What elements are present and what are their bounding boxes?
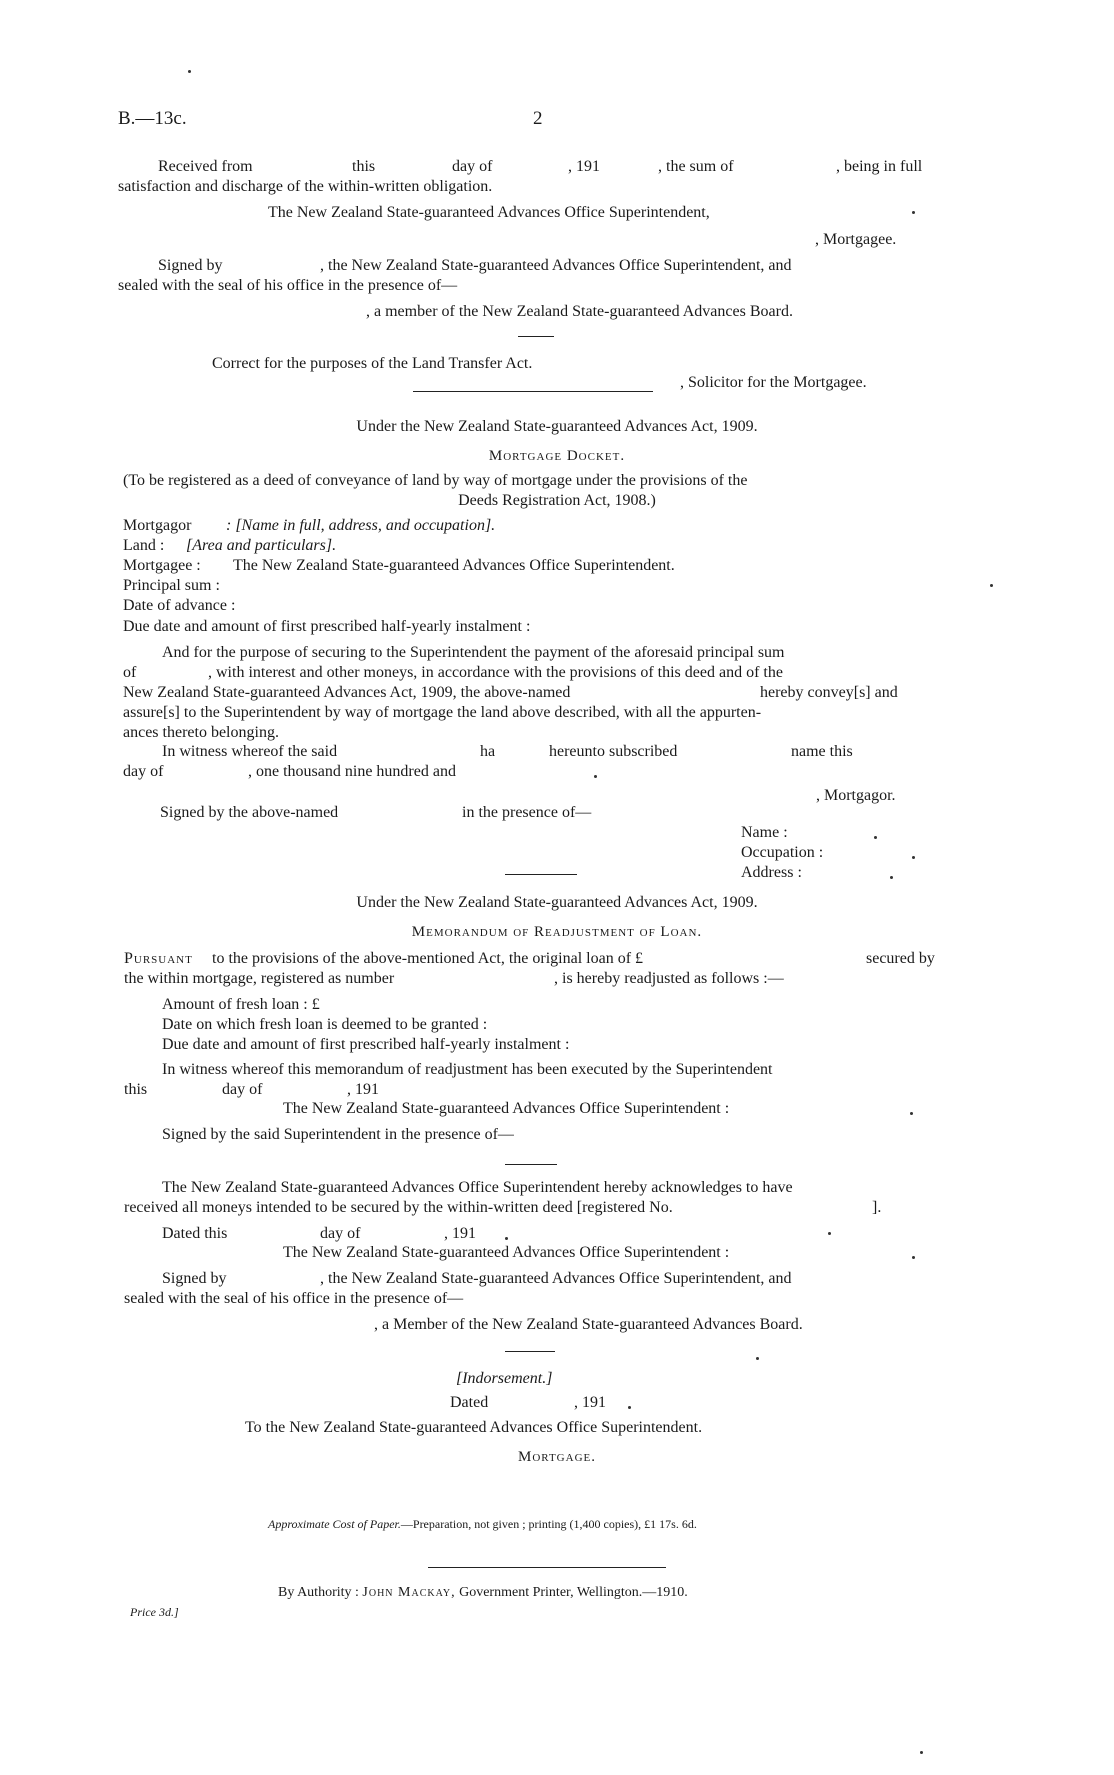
docket-para-3b: hereby convey[s] and <box>760 684 898 701</box>
memo-fresh-loan: Amount of fresh loan : £ <box>162 996 320 1013</box>
receipt-line-2: satisfaction and discharge of the within-written obligation. <box>118 178 493 195</box>
docket-para-3a: New Zealand State-guaranteed Advances Act, 1909, the above-named <box>123 684 571 701</box>
signed-above-named: Signed by the above-named <box>160 804 339 821</box>
endorsement-title: [Indorsement.] <box>456 1370 553 1387</box>
ack-signed-rest: , the New Zealand State-guaranteed Advances Office Superintendent, and <box>320 1270 792 1287</box>
solicitor-for-mortgagee: , Solicitor for the Mortgagee. <box>680 374 867 391</box>
receipt-signed-by: Signed by <box>158 257 223 274</box>
document-number: B.—13c. <box>118 108 187 129</box>
memo-superintendent: The New Zealand State-guaranteed Advances Office Superintendent : <box>283 1100 730 1117</box>
ack-signed-by: Signed by <box>162 1270 227 1287</box>
mortgagee-label: Mortgagee : <box>123 557 201 574</box>
endorsement-mortgage: Mortgage. <box>518 1449 596 1465</box>
docket-para-4: assure[s] to the Superintendent by way of mortgage the land above described, with all the appurten- <box>123 704 762 721</box>
day-of-label: day of <box>452 158 493 175</box>
ack-year: , 191 <box>444 1225 476 1242</box>
docket-title: Mortgage Docket. <box>488 448 626 464</box>
memo-witness: In witness whereof this memorandum of readjustment has been executed by the Superintendent <box>162 1061 773 1078</box>
witness-d: name this <box>791 743 853 760</box>
printer-location: Government Printer, Wellington.—1910. <box>459 1585 688 1600</box>
memo-pursuant: Pursuant <box>124 950 193 967</box>
memo-signed: Signed by the said Superintendent in the presence of— <box>162 1126 514 1143</box>
docket-para-1: And for the purpose of securing to the Superintendent the payment of the aforesaid principal sum <box>162 644 785 661</box>
memo-line-2a: the within mortgage, registered as number <box>124 970 395 987</box>
docket-para-2-of: of <box>123 664 137 681</box>
cost-text: —Preparation, not given ; printing (1,400 copies), £1 17s. 6d. <box>400 1517 697 1531</box>
received-from-label: Received from <box>158 158 253 175</box>
printer-name: John Mackay, <box>362 1585 456 1600</box>
date-of-advance: Date of advance : <box>123 597 236 614</box>
witness2-a: day of <box>123 763 164 780</box>
mortgagor-signature: , Mortgagor. <box>816 787 896 804</box>
in-presence-of: in the presence of— <box>462 804 592 821</box>
endorsement-dated: Dated <box>450 1394 489 1411</box>
cost-label: Approximate Cost of Paper. <box>268 1517 401 1531</box>
mortgagor-label: Mortgagor <box>123 517 192 534</box>
memo-title: Memorandum of Readjustment of Loan. <box>411 924 703 940</box>
endorsement-to: To the New Zealand State-guaranteed Advances Office Superintendent. <box>245 1419 703 1436</box>
principal-sum: Principal sum : <box>123 577 220 594</box>
docket-para-2: , with interest and other moneys, in accordance with the provisions of this deed and of the <box>208 664 783 681</box>
endorsement-year: , 191 <box>574 1394 606 1411</box>
memo-date-fresh: Date on which fresh loan is deemed to be granted : <box>162 1016 488 1033</box>
witness-b: ha <box>480 743 496 760</box>
memo-act: Under the New Zealand State-guaranteed Advances Act, 1909. <box>356 894 758 911</box>
cost-of-paper <box>268 1518 697 1532</box>
witness-address: Address : <box>741 864 802 881</box>
receipt-sealed: sealed with the seal of his office in the presence of— <box>118 277 458 294</box>
ack-sealed: sealed with the seal of his office in the presence of— <box>124 1290 464 1307</box>
ack-superintendent: The New Zealand State-guaranteed Advances Office Superintendent : <box>283 1244 730 1261</box>
receipt-member: , a member of the New Zealand State-guaranteed Advances Board. <box>366 303 793 320</box>
receipt-superintendent: The New Zealand State-guaranteed Advances Office Superintendent, <box>268 204 710 221</box>
ack-line-1: The New Zealand State-guaranteed Advances Office Superintendent hereby acknowledges to have <box>162 1179 793 1196</box>
ack-dated-this: Dated this <box>162 1225 228 1242</box>
docket-para-5: ances thereto belonging. <box>123 724 279 741</box>
page-number: 2 <box>533 108 543 129</box>
ack-line-2-end: ]. <box>872 1199 882 1216</box>
docket-act: Under the New Zealand State-guaranteed Advances Act, 1909. <box>356 418 758 435</box>
witness2-b: , one thousand nine hundred and <box>248 763 456 780</box>
memo-this: this <box>124 1081 148 1098</box>
ack-line-2: received all moneys intended to be secured by the within-written deed [registered No. <box>124 1199 673 1216</box>
memo-secured-by: secured by <box>866 950 935 967</box>
docket-note-2: Deeds Registration Act, 1908.) <box>458 492 656 509</box>
receipt-signed-rest: , the New Zealand State-guaranteed Advances Office Superintendent, and <box>320 257 792 274</box>
ack-day-of: day of <box>320 1225 361 1242</box>
sum-of-label: , the sum of <box>658 158 734 175</box>
ack-member: , a Member of the New Zealand State-guaranteed Advances Board. <box>374 1316 803 1333</box>
memo-line-2b: , is hereby readjusted as follows :— <box>554 970 784 987</box>
receipt-mortgagee: , Mortgagee. <box>815 231 897 248</box>
witness-a: In witness whereof the said <box>162 743 338 760</box>
witness-c: hereunto subscribed <box>549 743 678 760</box>
docket-note-1: (To be registered as a deed of conveyance of land by way of mortgage under the provisions of the <box>123 472 748 489</box>
memo-due-date: Due date and amount of first prescribed half-yearly instalment : <box>162 1036 570 1053</box>
year-label: , 191 <box>568 158 600 175</box>
due-date-instalment: Due date and amount of first prescribed half-yearly instalment : <box>123 618 531 635</box>
mortgagor-value: : [Name in full, address, and occupation]. <box>226 517 496 534</box>
memo-line-1: to the provisions of the above-mentioned Act, the original loan of £ <box>212 950 644 967</box>
this-label: this <box>352 158 376 175</box>
mortgagee-value: The New Zealand State-guaranteed Advances Office Superintendent. <box>233 557 675 574</box>
land-label: Land : <box>123 537 165 554</box>
witness-name: Name : <box>741 824 788 841</box>
memo-day-of: day of <box>222 1081 263 1098</box>
authority-label: By Authority : <box>278 1585 359 1600</box>
correct-for-lta: Correct for the purposes of the Land Transfer Act. <box>212 355 533 372</box>
land-value: [Area and particulars]. <box>186 537 337 554</box>
memo-year: , 191 <box>347 1081 379 1098</box>
price: Price 3d.] <box>130 1605 179 1619</box>
witness-occupation: Occupation : <box>741 844 824 861</box>
being-in-full-label: , being in full <box>836 158 923 175</box>
by-authority <box>278 1585 688 1601</box>
